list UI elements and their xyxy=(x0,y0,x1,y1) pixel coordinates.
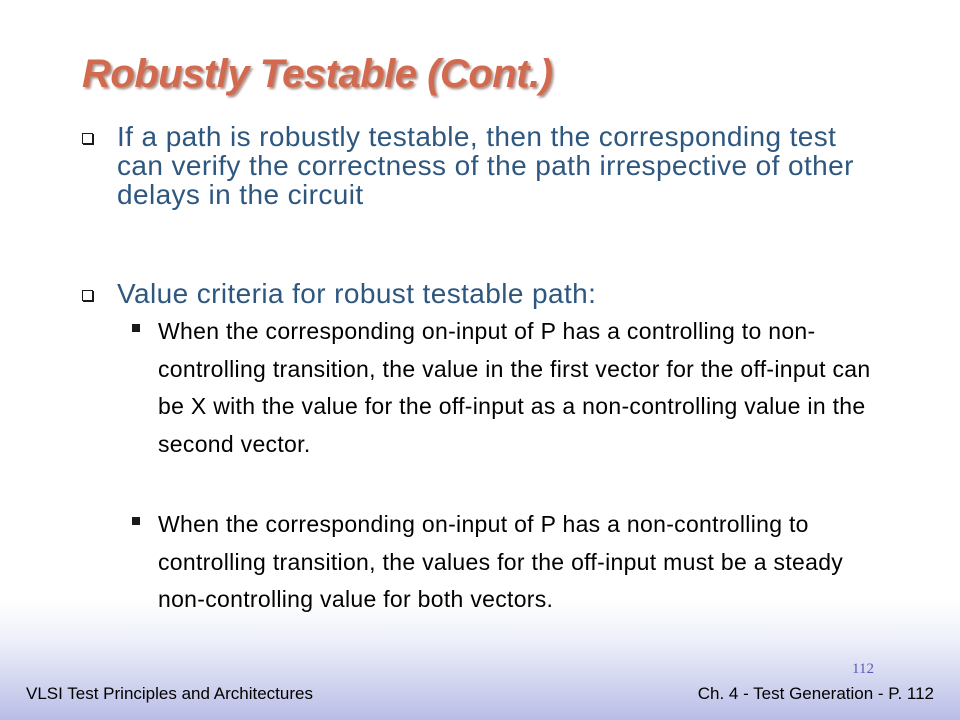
bullet-text: Value criteria for robust testable path: xyxy=(117,278,597,309)
filled-square-bullet-icon xyxy=(132,324,140,332)
sub-bullet-text: When the corresponding on-input of P has a controlling to non-controlling transition, the value in the first vector for the off-input can be X with the value for the off-input as a non-controlling value in the second vector. xyxy=(158,318,871,457)
footer-course-title: VLSI Test Principles and Architectures xyxy=(26,684,313,703)
slide-title: Robustly Testable (Cont.) xyxy=(82,52,553,96)
hollow-square-bullet-icon xyxy=(82,133,93,144)
sub-bullet-text: When the corresponding on-input of P has a non-controlling to controlling transition, the values for the off-input must be a steady non-controlling value for both vectors. xyxy=(158,511,844,612)
footer-chapter-page: Ch. 4 - Test Generation - P. 112 xyxy=(697,684,934,703)
bullet-text: If a path is robustly testable, then the corresponding test can verify the correctness of the path irrespective of other delays in the circuit xyxy=(117,121,854,210)
filled-square-bullet-icon xyxy=(132,517,140,525)
hollow-square-bullet-icon xyxy=(82,290,93,301)
slide-page-number: 112 xyxy=(852,661,874,677)
